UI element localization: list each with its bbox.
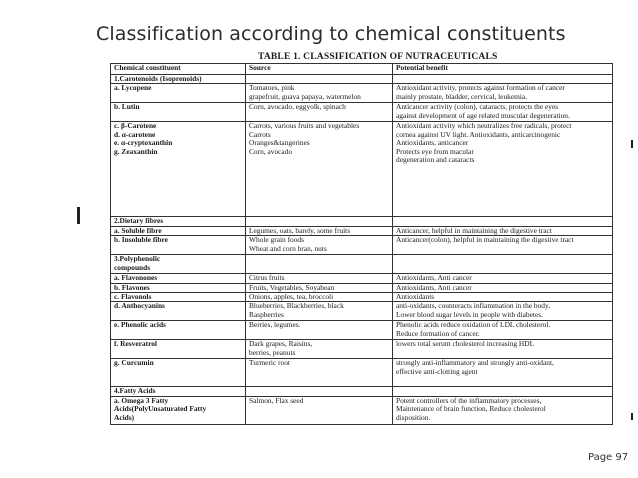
cell-line: Anticancer activity (colon), cataracts, protects the eyes bbox=[396, 103, 559, 112]
constituent-cell bbox=[111, 217, 246, 226]
cell-line: Citrus fruits bbox=[249, 274, 285, 283]
constituent-cell bbox=[111, 387, 246, 396]
cell-line: g. Zeaxanthin bbox=[114, 147, 158, 156]
cell-line: 2.Dietary fibres bbox=[114, 217, 164, 226]
table-header-row bbox=[111, 64, 613, 75]
table-row bbox=[111, 217, 613, 226]
cell-line: Raspberries bbox=[249, 310, 284, 319]
table-row bbox=[111, 340, 613, 359]
cell-line: mainly prostate, bladder, cervical, leukemia. bbox=[396, 92, 528, 101]
benefit-cell bbox=[393, 302, 613, 321]
cell-line: e. Phenolic acids bbox=[114, 321, 166, 330]
benefit-cell bbox=[393, 84, 613, 103]
table-row bbox=[111, 236, 613, 255]
source-cell bbox=[246, 321, 393, 340]
cell-line: berries, peanuts bbox=[249, 348, 296, 357]
cell-line: c. Flavonols bbox=[114, 293, 152, 302]
source-cell bbox=[246, 75, 393, 84]
cell-line: grapefruit, guava papaya, watermelon bbox=[249, 92, 361, 101]
cell-line: cornea against UV light. Antioxidants, anticarcinogenic bbox=[396, 130, 561, 139]
cell-line: anti-oxidants, counteracts inflammation in the body, bbox=[396, 302, 551, 311]
cell-line: Corn, avocado, eggyolk, spinach bbox=[249, 103, 346, 112]
source-cell bbox=[246, 387, 393, 396]
cell-line: 4.Fatty Acids bbox=[114, 387, 156, 396]
benefit-cell bbox=[393, 340, 613, 359]
cell-line: Anticancer(colon), helpful in maintaining the digestive tract bbox=[396, 236, 574, 245]
constituent-cell bbox=[111, 321, 246, 340]
scan-mark-right-top bbox=[631, 140, 633, 148]
constituent-cell bbox=[111, 84, 246, 103]
source-cell bbox=[246, 84, 393, 103]
cell-line: Protects eye from macular bbox=[396, 147, 474, 156]
slide-title: Classification according to chemical constituents bbox=[96, 23, 566, 45]
table-row bbox=[111, 302, 613, 321]
source-cell bbox=[246, 103, 393, 122]
constituent-cell bbox=[111, 226, 246, 235]
table-title: TABLE 1. CLASSIFICATION OF NUTRACEUTICALS bbox=[258, 52, 498, 62]
benefit-cell bbox=[393, 255, 613, 274]
benefit-cell bbox=[393, 122, 613, 217]
nutraceutical-table bbox=[110, 63, 613, 425]
cell-line: a. Flavonones bbox=[114, 274, 158, 283]
constituent-cell bbox=[111, 359, 246, 387]
cell-line: Carrots, various fruits and vegetables bbox=[249, 122, 360, 131]
constituent-cell bbox=[111, 255, 246, 274]
source-cell bbox=[246, 236, 393, 255]
cell-line: g. Curcumin bbox=[114, 359, 154, 368]
table-row bbox=[111, 387, 613, 396]
cell-line: Carrots bbox=[249, 130, 271, 139]
constituent-cell bbox=[111, 75, 246, 84]
benefit-cell bbox=[393, 236, 613, 255]
cell-line: Acids) bbox=[114, 413, 135, 422]
cell-line: Potent controllers of the inflammatory processes, bbox=[396, 396, 542, 405]
source-cell bbox=[246, 122, 393, 217]
table-row bbox=[111, 75, 613, 84]
cell-line: Lower blood sugar levels in people with diabetes. bbox=[396, 310, 543, 319]
benefit-cell bbox=[393, 359, 613, 387]
constituent-cell bbox=[111, 274, 246, 283]
table-row bbox=[111, 293, 613, 302]
cell-line: 3.Polyphenolic bbox=[114, 255, 161, 264]
source-cell bbox=[246, 396, 393, 424]
cell-line: Antioxidant activity, protects against formation of cancer bbox=[396, 84, 565, 93]
cell-line: Acids(PolyUnsaturated Fatty bbox=[114, 405, 207, 414]
source-cell bbox=[246, 217, 393, 226]
constituent-cell bbox=[111, 122, 246, 217]
cell-line: lowers total serum cholesterol increasing HDL bbox=[396, 340, 535, 349]
header-chemical-constituent: Chemical constituent bbox=[111, 64, 246, 75]
cell-line: b. Lutin bbox=[114, 103, 140, 112]
table-row bbox=[111, 226, 613, 235]
cell-line: Antioxidants, anticancer bbox=[396, 139, 469, 148]
constituent-cell bbox=[111, 103, 246, 122]
cell-line: Whole grain foods bbox=[249, 236, 305, 245]
cell-line: d. α-carotene bbox=[114, 130, 156, 139]
constituent-cell bbox=[111, 396, 246, 424]
source-cell bbox=[246, 302, 393, 321]
cell-line: c. β-Carotene bbox=[114, 122, 157, 131]
cell-line: Antioxidants bbox=[396, 293, 435, 302]
cell-line: Salmon, Flax seed bbox=[249, 396, 304, 405]
source-cell bbox=[246, 226, 393, 235]
cell-line: a. Soluble fibre bbox=[114, 226, 162, 235]
source-cell bbox=[246, 359, 393, 387]
constituent-cell bbox=[111, 302, 246, 321]
cell-line: against development of age related muscular degeneration. bbox=[396, 111, 570, 120]
scanned-table bbox=[110, 63, 613, 450]
cell-line: Onions, apples, tea, broccoli bbox=[249, 293, 334, 302]
cell-line: Antioxidant activity which neutralizes free radicals, protect bbox=[396, 122, 572, 131]
cell-line: compounds bbox=[114, 263, 151, 272]
cell-line: Corn, avocado bbox=[249, 147, 293, 156]
cell-line: effective anti-clotting agent bbox=[396, 367, 478, 376]
table-row bbox=[111, 122, 613, 217]
cell-line: Phenolic acids reduce oxidation of LDL cholesterol. bbox=[396, 321, 551, 330]
cell-line: d. Anthocyanins bbox=[114, 302, 165, 311]
table-row bbox=[111, 283, 613, 292]
constituent-cell bbox=[111, 293, 246, 302]
cell-line: Maintenance of brain function, Reduce cholesterol bbox=[396, 405, 546, 414]
benefit-cell bbox=[393, 103, 613, 122]
benefit-cell bbox=[393, 387, 613, 396]
benefit-cell bbox=[393, 226, 613, 235]
cell-line: a. Omega 3 Fatty bbox=[114, 396, 169, 405]
cell-line: b. Insoluble fibre bbox=[114, 236, 168, 245]
benefit-cell bbox=[393, 293, 613, 302]
page-number: Page 97 bbox=[588, 452, 629, 463]
constituent-cell bbox=[111, 236, 246, 255]
benefit-cell bbox=[393, 274, 613, 283]
source-cell bbox=[246, 340, 393, 359]
benefit-cell bbox=[393, 75, 613, 84]
table-row bbox=[111, 274, 613, 283]
cell-line: Legumes, oats, barely, some fruits bbox=[249, 226, 351, 235]
cell-line: strongly anti-inflammatory and strongly anti-oxidant, bbox=[396, 359, 554, 368]
cell-line: a. Lycopene bbox=[114, 84, 152, 93]
cell-line: Turmeric root bbox=[249, 359, 290, 368]
cell-line: Anticancer, helpful in maintaining the digestive tract bbox=[396, 226, 552, 235]
benefit-cell bbox=[393, 283, 613, 292]
cell-line: 1.Carotenoids (Isoprenoids) bbox=[114, 75, 202, 83]
cell-line: Fruits, Vegetables, Soyabean bbox=[249, 283, 335, 292]
scan-mark-left bbox=[77, 207, 80, 224]
cell-line: Reduce formation of cancer. bbox=[396, 329, 480, 338]
table-row bbox=[111, 359, 613, 387]
cell-line: Wheat and corn bran, nuts bbox=[249, 244, 327, 253]
cell-line: Berries, legumes. bbox=[249, 321, 301, 330]
benefit-cell bbox=[393, 217, 613, 226]
cell-line: b. Flavones bbox=[114, 283, 150, 292]
table-row bbox=[111, 255, 613, 274]
table-row bbox=[111, 321, 613, 340]
cell-line: Blueberries, Blackberries, black bbox=[249, 302, 344, 311]
table-row bbox=[111, 103, 613, 122]
cell-line: f. Resveratrol bbox=[114, 340, 157, 349]
constituent-cell bbox=[111, 283, 246, 292]
cell-line: degeneration and cataracts bbox=[396, 156, 475, 165]
header-source: Source bbox=[246, 64, 393, 75]
header-potential-benefit: Potential benefit bbox=[393, 64, 613, 75]
source-cell bbox=[246, 274, 393, 283]
cell-line: Antioxidants, Anti cancer bbox=[396, 283, 472, 292]
cell-line: Oranges&tangerines bbox=[249, 139, 310, 148]
benefit-cell bbox=[393, 321, 613, 340]
source-cell bbox=[246, 293, 393, 302]
table-body bbox=[111, 75, 613, 425]
cell-line: disposition. bbox=[396, 413, 431, 422]
source-cell bbox=[246, 255, 393, 274]
source-cell bbox=[246, 283, 393, 292]
scan-mark-right-bottom bbox=[631, 413, 633, 420]
cell-line: Antioxidants, Anti cancer bbox=[396, 274, 472, 283]
table-row bbox=[111, 396, 613, 424]
benefit-cell bbox=[393, 396, 613, 424]
cell-line: e. α-cryptoxanthin bbox=[114, 139, 173, 148]
cell-line: Dark grapes, Raisins, bbox=[249, 340, 313, 349]
constituent-cell bbox=[111, 340, 246, 359]
table-row bbox=[111, 84, 613, 103]
cell-line: Tomatoes, pink bbox=[249, 84, 295, 93]
